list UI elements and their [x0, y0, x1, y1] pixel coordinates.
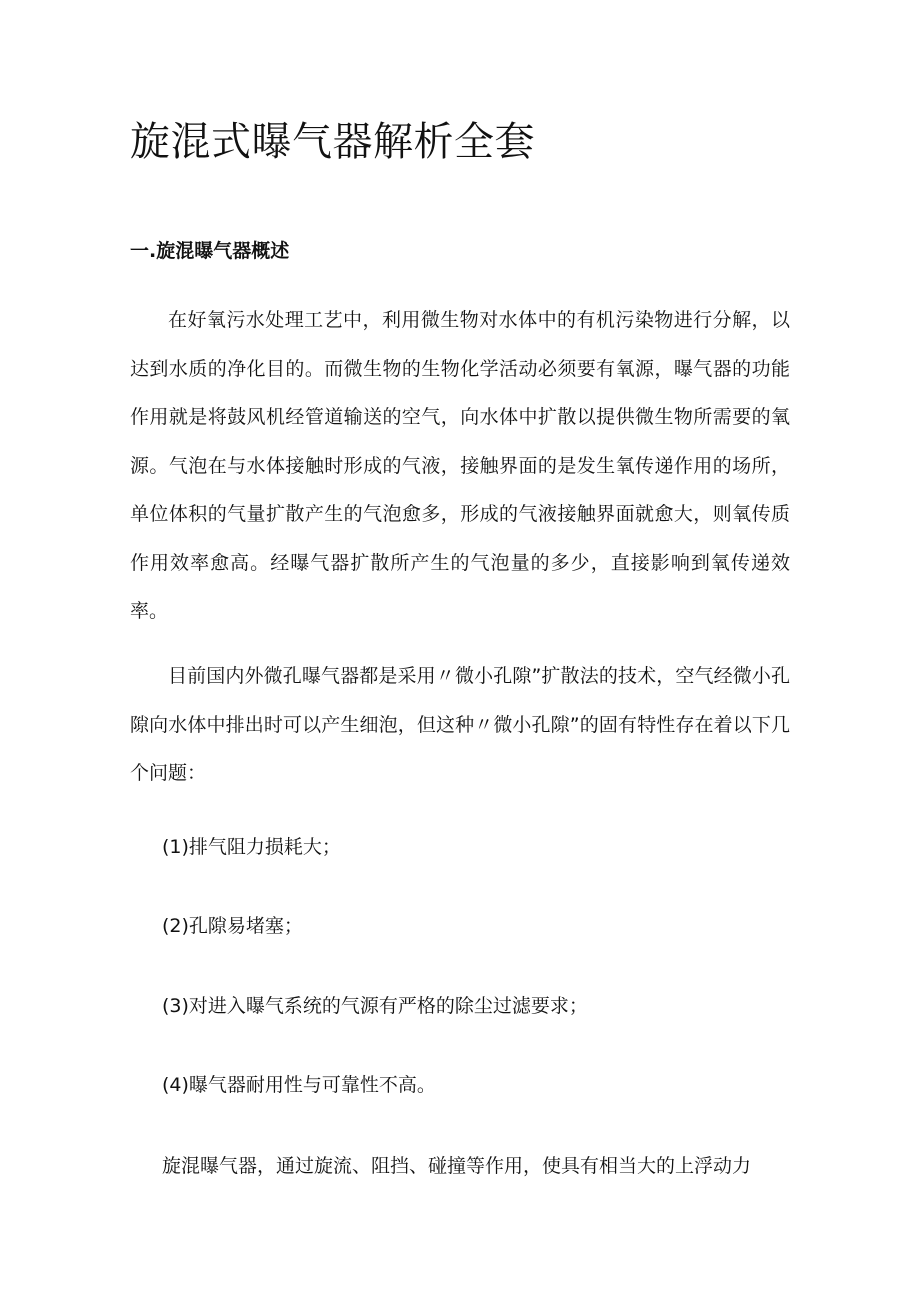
paragraph-overview: 在好氧污水处理工艺中，利用微生物对水体中的有机污染物进行分解，以达到水质的净化目的。而微生物的生物化学活动必须要有氧源，曝气器的功能作用就是将鼓风机经管道输送的空气，向水体中扩散以提供微生物所需要的氧源。气泡在与水体接触时形成的气液，接触界面的是发生氧传递作用的场所，单位体积的气量扩散产生的气泡愈多，形成的气液接触界面就愈大，则氧传质作用效率愈高。经曝气器扩散所产生的气泡量的多少，直接影响到氧传递效率。: [130, 309, 790, 622]
problem-list-item: (3)对进入曝气系统的气源有严格的除尘过滤要求；: [162, 995, 588, 1017]
document-title: 旋混式曝气器解析全套: [130, 119, 535, 165]
problem-list-item: (1)排气阻力损耗大；: [162, 836, 341, 858]
paragraph-microporous-issues: 目前国内外微孔曝气器都是采用〃微小孔隙”扩散法的技术，空气经微小孔隙向水体中排出时可以产生细泡，但这种〃微小孔隙”的固有特性存在着以下几个问题：: [130, 665, 790, 784]
paragraph-swirl-aerator: 旋混曝气器，通过旋流、阻挡、碰撞等作用，使具有相当大的上浮动力: [162, 1155, 752, 1177]
problem-list-item: (4)曝气器耐用性与可靠性不高。: [162, 1074, 436, 1096]
section-heading: 一.旋混曝气器概述: [130, 240, 290, 262]
problem-list-item: (2)孔隙易堵塞；: [162, 915, 303, 937]
